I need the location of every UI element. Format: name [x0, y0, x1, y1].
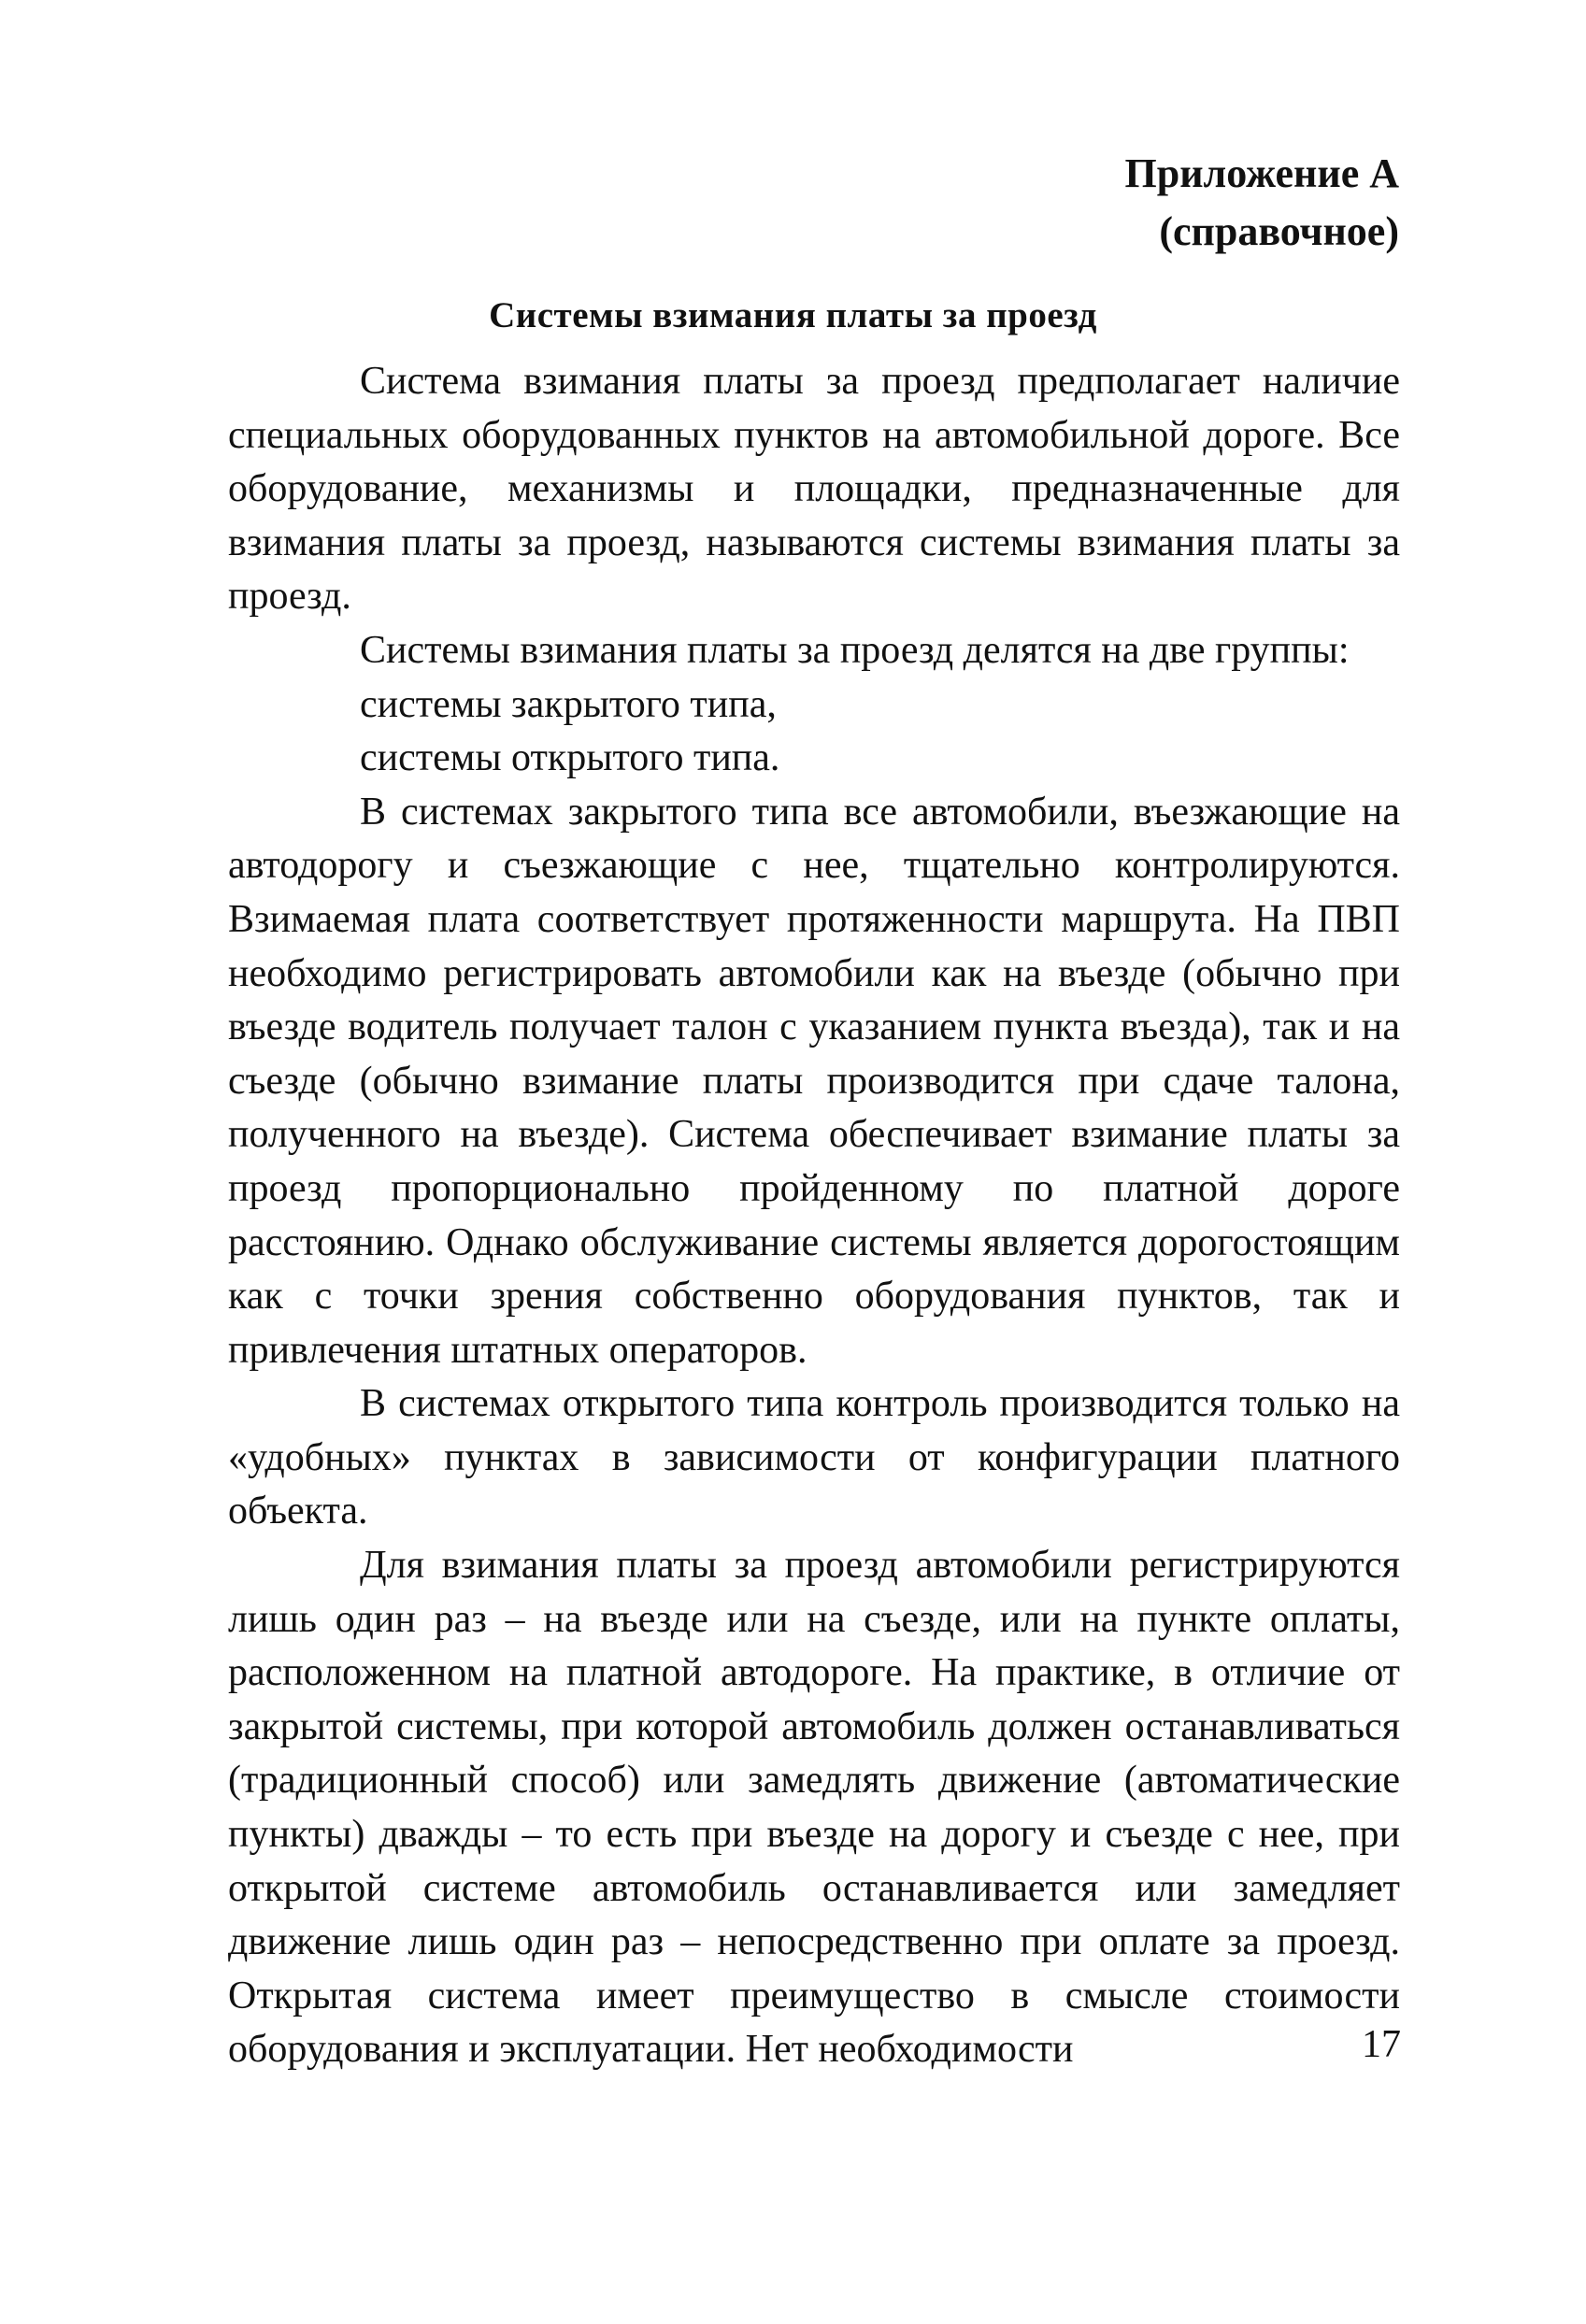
body-text — [228, 355, 1400, 2077]
paragraph-registration: Для взимания платы за проезд автомобили регистрируются лишь один раз – на въезде или на съезде, или на пункте оплаты, расположенном на платной автодороге. На практике, в отличие от закрытой системы, при которой автомобиль должен останавливаться (традиционный способ) или замедлять движение (автоматические пункты) дважды – то есть при въезде на дорогу и съезде с нее, при открытой системе автомобиль останавливается или замедляет движение лишь один раз – непосредственно при оплате за проезд. Открытая система имеет преимущество в смысле стоимости оборудования и эксплуатации. Нет необходимости — [228, 1544, 1400, 2072]
paragraph-closed-systems: В системах закрытого типа все автомобили, въезжающие на автодорогу и съезжающие с нее, тщательно контролируются. Взимаемая плата соответствует протяженности маршрута. На ПВП необходимо регистрировать автомобили как на въезде (обычно при въезде водитель получает талон с указанием пункта въезда), так и на съезде (обычно взимание платы производится при сдаче талона, полученного на въезде). Система обеспечивает взимание платы за проезд пропорционально пройденному по платной дороге расстоянию. Однако обслуживание системы является дорогостоящим как с точки зрения собственно оборудования пунктов, так и привлечения штатных операторов. — [228, 790, 1400, 1372]
appendix-type: (справочное) — [1159, 208, 1399, 254]
list-item-closed: системы закрытого типа, — [360, 682, 777, 726]
appendix-label — [1125, 145, 1400, 261]
page-number: 17 — [1362, 2023, 1401, 2066]
section-title: Системы взимания платы за проезд — [489, 295, 1097, 335]
paragraph-open-systems: В системах открытого типа контроль производится только на «удобных» пунктах в зависимости от конфигурации платного объекта. — [228, 1382, 1400, 1533]
paragraph-intro: Система взимания платы за проезд предполагает наличие специальных оборудованных пунктов на автомобильной дороге. Все оборудование, механизмы и площадки, предназначенные для взимания платы за проезд, называются системы взимания платы за проезд. — [228, 360, 1400, 619]
appendix-title: Приложение А — [1124, 150, 1399, 196]
list-item-open: системы открытого типа. — [360, 736, 780, 780]
paragraph-groups: Системы взимания платы за проезд делятся на две группы: — [360, 628, 1350, 672]
